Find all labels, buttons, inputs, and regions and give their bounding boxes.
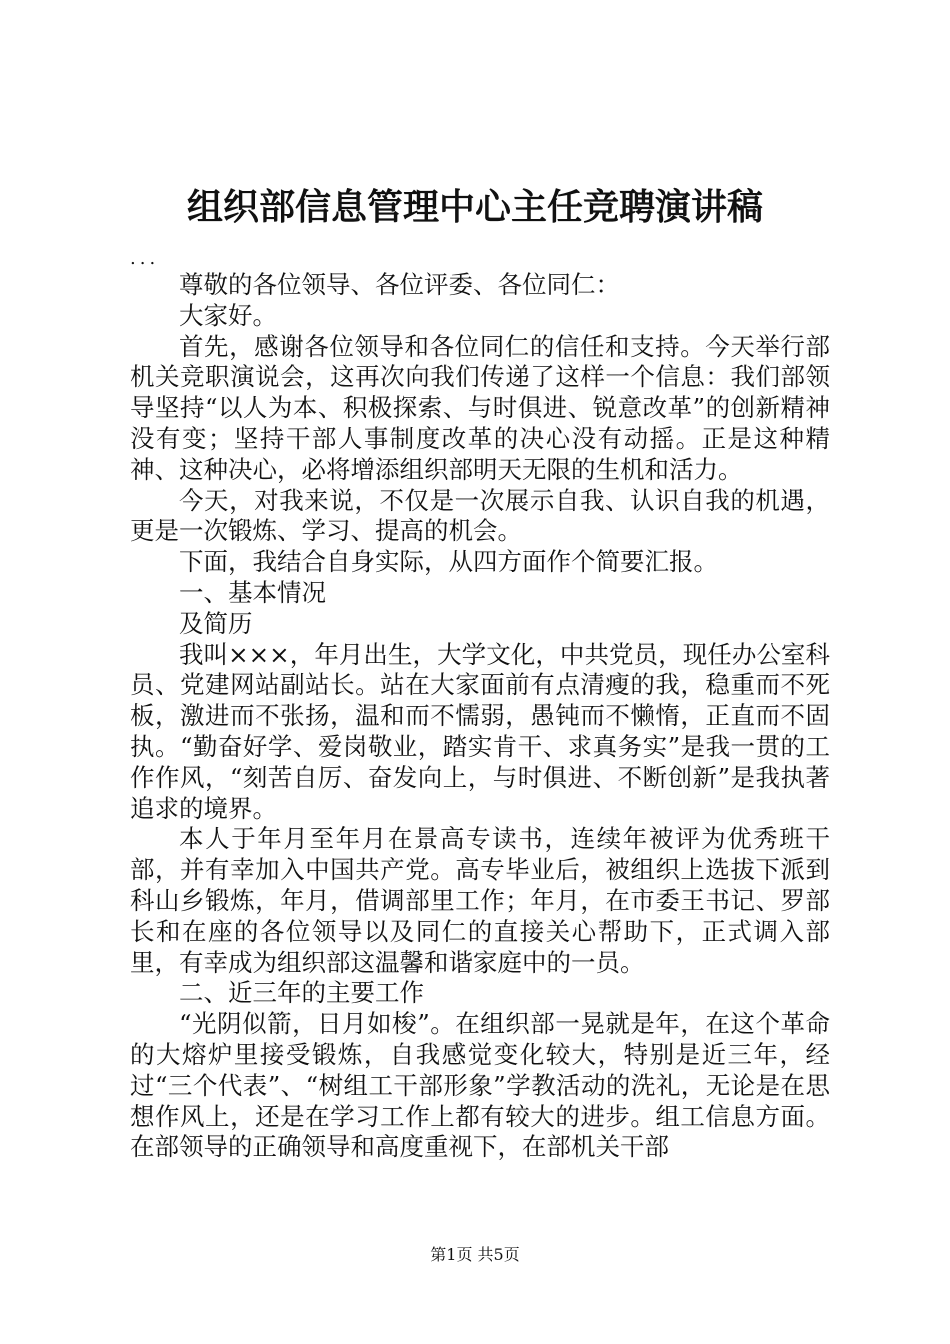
paragraph-main-work: “光阴似箭，日月如梭”。在组织部一晃就是年，在这个革命的大熔炉里接受锻炼，自我感觉变化较大，特别是近三年，经过“三个代表”、“树组工干部形象”学教活动的洗礼，无论是在思想作风上，还是在学习工作上都有较大的进步。组工信息方面。在部领导的正确领导和高度重视下，在部机关干部 — [130, 1009, 830, 1162]
paragraph-outline: 下面，我结合自身实际，从四方面作个简要汇报。 — [179, 547, 718, 577]
paragraph-opportunity: 今天，对我来说，不仅是一次展示自我、认识自我的机遇，更是一次锻炼、学习、提高的机会。 — [130, 485, 830, 546]
paragraph-thanks: 首先，感谢各位领导和各位同仁的信任和支持。今天举行部机关竞职演说会，这再次向我们传递了这样一个信息：我们部领导坚持“以人为本、积极探索、与时俱进、锐意改革”的创新精神没有变；坚持干部人事制度改革的决心没有动摇。正是这种精神、这种决心，必将增添组织部明天无限的生机和活力。 — [130, 331, 830, 484]
ellipsis-marker: ... — [130, 248, 160, 269]
section-heading-basic-info: 一、基本情况 — [179, 577, 326, 607]
greeting: 大家好。 — [179, 300, 277, 330]
section-heading-resume: 及简历 — [179, 608, 253, 638]
document-title: 组织部信息管理中心主任竞聘演讲稿 — [186, 187, 763, 228]
section-heading-main-work: 二、近三年的主要工作 — [179, 978, 424, 1008]
document-body — [130, 248, 830, 1163]
page-footer: 第1页 共5页 — [430, 1245, 520, 1264]
salutation: 尊敬的各位领导、各位评委、各位同仁： — [179, 270, 620, 299]
paragraph-self-intro: 我叫×××，年月出生，大学文化，中共党员，现任办公室科员、党建网站副站长。站在大家面前有点清瘦的我，稳重而不死板，激进而不张扬，温和而不懦弱，愚钝而不懒惰，正直而不固执。“勤奋好学、爱岗敬业，踏实肯干、求真务实”是我一贯的工作作风，“刻苦自厉、奋发向上，与时俱进、不断创新”是我执著追求的境界。 — [130, 639, 830, 823]
paragraph-history: 本人于年月至年月在景高专读书，连续年被评为优秀班干部，并有幸加入中国共产党。高专毕业后，被组织上选拔下派到科山乡锻炼，年月，借调部里工作；年月，在市委王书记、罗部长和在座的各位领导以及同仁的直接关心帮助下，正式调入部里，有幸成为组织部这温馨和谐家庭中的一员。 — [130, 824, 830, 977]
